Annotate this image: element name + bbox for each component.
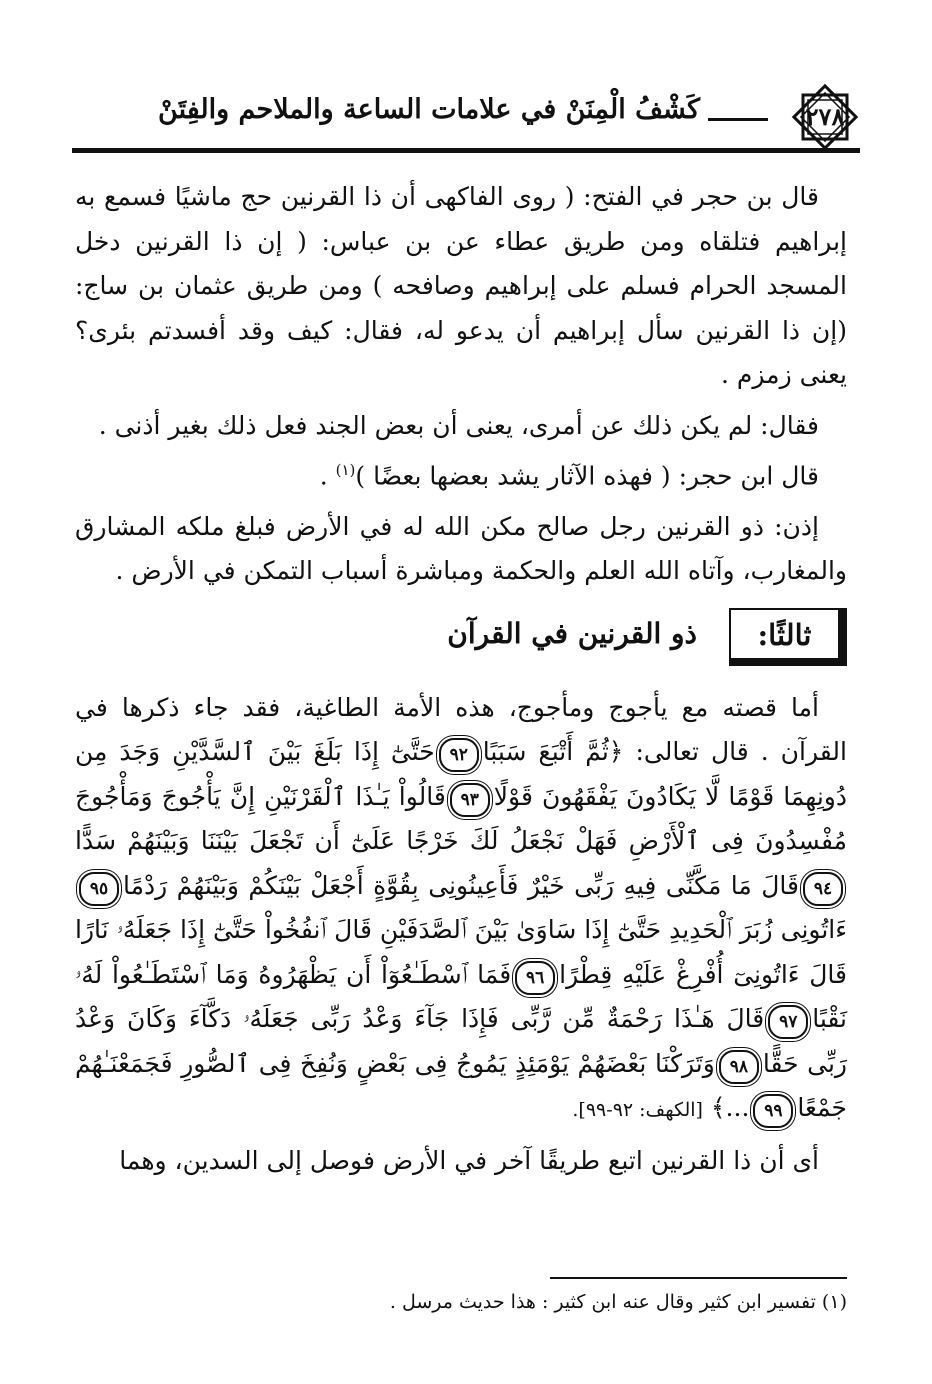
paragraph-4: إذن: ذو القرنين رجل صالح مكن الله له في الأرض فبلغ ملكه المشارق والمغارب، وآتاه الله العلم والحكمة ومباشرة أسباب التمكن في الأرض . xyxy=(75,511,847,586)
ayah-97-text: فَمَا ٱسْطَـٰعُوٓاْ أَن يَظْهَرُوهُ وَمَا ٱسْتَطَـٰعُواْ لَهُۥ نَقْبًا xyxy=(75,959,847,1034)
section-heading xyxy=(75,608,847,678)
page-header xyxy=(72,82,860,154)
ayah-number-97: ٩٧ xyxy=(768,1005,808,1039)
ayah-94-text: قَالُواْ يَـٰذَا ٱلْقَرْنَيْنِ إِنَّ يَأْجُوجَ وَمَأْجُوجَ مُفْسِدُونَ فِى ٱلْأَرْضِ فَهَلْ نَجْعَلُ لَكَ خَرْجًا عَلَىٰٓ أَن تَجْعَلَ بَيْنَنَا وَبَيْنَهُمْ سَدًّا xyxy=(75,781,847,856)
ayah-93-text: حَتَّىٰٓ إِذَا بَلَغَ بَيْنَ ٱلسَّدَّيْنِ وَجَدَ مِن دُونِهِمَا قَوْمًا لَّا يَكَادُونَ يَفْقَهُونَ قَوْلًا xyxy=(75,737,847,811)
paragraph-2: فقال: لم يكن ذلك عن أمرى، يعنى أن بعض الجند فعل ذلك بغير أذنى . xyxy=(98,410,819,440)
quran-intro: أما قصته مع يأجوج ومأجوج، هذه الأمة الطاغية، فقد جاء ذكرها في القرآن . قال تعالى: ﴿ xyxy=(75,692,847,767)
ayah-number-93: ٩٣ xyxy=(450,783,490,817)
footnote: (١) تفسير ابن كثير وقال عنه ابن كثير : هذا حديث مرسل . xyxy=(389,1291,847,1313)
paragraph-3-end: . xyxy=(319,461,336,491)
paragraph-3-text: قال ابن حجر: ( فهذه الآثار يشد بعضها بعضًا ) xyxy=(355,461,819,491)
ayah-96-text: ءَاتُونِى زُبَرَ ٱلْحَدِيدِ حَتَّىٰٓ إِذَا سَاوَىٰ بَيْنَ ٱلصَّدَفَيْنِ قَالَ ٱنفُخُواْ حَتَّىٰٓ إِذَا جَعَلَهُۥ نَارًا قَالَ ءَاتُونِىٓ أُفْرِغْ عَلَيْهِ قِطْرًا xyxy=(75,915,847,989)
section-label-box: ثالثًا: xyxy=(729,608,847,666)
page-number-badge xyxy=(790,82,860,152)
main-text xyxy=(75,175,847,1183)
ayah-98-text: قَالَ هَـٰذَا رَحْمَةٌ مِّن رَّبِّى فَإِذَا جَآءَ وَعْدُ رَبِّى جَعَلَهُۥ دَكَّآءَ وَكَانَ وَعْدُ رَبِّى حَقًّا xyxy=(75,1004,847,1078)
paragraph-3 xyxy=(75,448,847,499)
footnote-divider xyxy=(550,1277,847,1279)
paragraph-1: قال بن حجر في الفتح: ( روى الفاكهى أن ذا القرنين حج ماشيًا فسمع به إبراهيم فتلقاه ومن طريق عطاء عن بن عباس: ( إن ذا القرنين دخل المسجد الحرام فسلم على إبراهيم وصافحه ) ومن طريق عثمان بن ساج: (إن ذا القرنين سأل إبراهيم أن يدعو له، فقال: كيف وقد أفسدتم بئرى؟ يعنى زمزم . xyxy=(75,182,847,389)
ayah-number-94: ٩٤ xyxy=(803,872,843,906)
section-title: ذو القرنين في القرآن xyxy=(447,616,697,650)
page-number: ٢٧٨ xyxy=(805,102,845,131)
ayah-number-95: ٩٥ xyxy=(79,872,119,906)
quran-paragraph xyxy=(75,686,847,1133)
ayah-number-92: ٩٢ xyxy=(439,738,479,772)
surah-reference: [الكهف: ٩٢-٩٩]. xyxy=(572,1099,703,1122)
book-title: كَشْفُ الْمِنَنْ في علامات الساعة والملاحم والفِتَنْ xyxy=(158,94,700,125)
header-rule xyxy=(72,148,860,153)
header-dash xyxy=(708,118,768,121)
ayah-number-99: ٩٩ xyxy=(753,1094,793,1128)
ayah-99-text: وَتَرَكْنَا بَعْضَهُمْ يَوْمَئِذٍ يَمُوجُ فِى بَعْضٍ وَنُفِخَ فِى ٱلصُّورِ فَجَمَعْنَـٰهُمْ جَمْعًا xyxy=(75,1048,847,1123)
ayah-95-text: قَالَ مَا مَكَّنِّى فِيهِ رَبِّى خَيْرٌ فَأَعِينُونِى بِقُوَّةٍ أَجْعَلْ بَيْنَكُمْ وَبَيْنَهُمْ رَدْمًا xyxy=(123,870,799,900)
paragraph-5: أى أن ذا القرنين اتبع طريقًا آخر في الأرض فوصل إلى السدين، وهما xyxy=(119,1145,819,1175)
ayah-number-96: ٩٦ xyxy=(515,961,555,995)
ayah-number-98: ٩٨ xyxy=(719,1050,759,1084)
ayah-92-text: ثُمَّ أَتْبَعَ سَبَبًا xyxy=(482,737,609,767)
quran-close: ...﴾ xyxy=(710,1093,750,1123)
footnote-ref: (١) xyxy=(335,461,356,479)
